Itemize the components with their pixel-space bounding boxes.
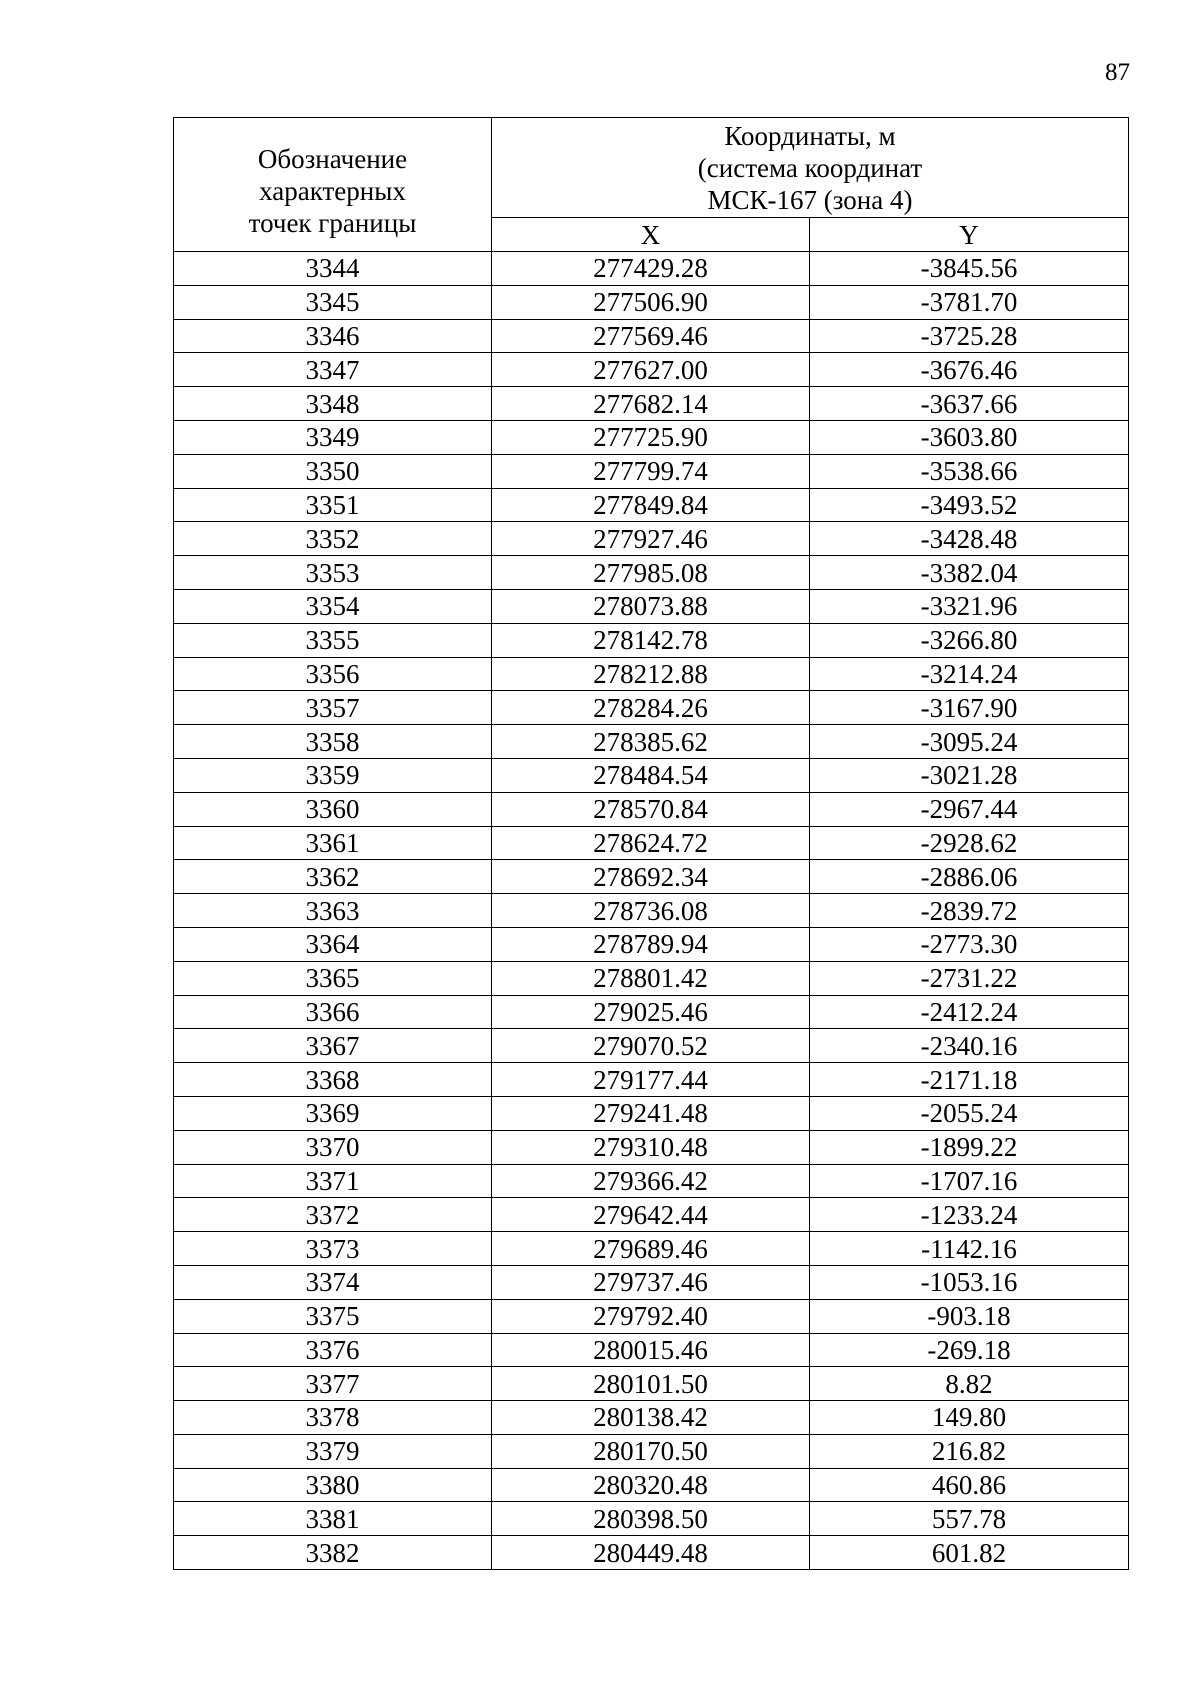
cell-y: -903.18	[810, 1299, 1129, 1333]
cell-x: 277849.84	[492, 488, 810, 522]
cell-x: 278570.84	[492, 792, 810, 826]
cell-point: 3350	[174, 454, 492, 488]
cell-y: 557.78	[810, 1502, 1129, 1536]
cell-x: 280015.46	[492, 1333, 810, 1367]
cell-y: -3538.66	[810, 454, 1129, 488]
cell-point: 3374	[174, 1265, 492, 1299]
table-body	[174, 252, 1129, 1570]
table-row	[174, 319, 1129, 353]
table-row	[174, 1130, 1129, 1164]
table-row	[174, 1468, 1129, 1502]
table-row	[174, 961, 1129, 995]
cell-y: -2055.24	[810, 1096, 1129, 1130]
cell-y: 216.82	[810, 1434, 1129, 1468]
cell-point: 3359	[174, 758, 492, 792]
cell-x: 278385.62	[492, 725, 810, 759]
cell-point: 3344	[174, 252, 492, 286]
table-row	[174, 1401, 1129, 1435]
cell-y: -2839.72	[810, 894, 1129, 928]
cell-x: 279642.44	[492, 1198, 810, 1232]
cell-x: 277985.08	[492, 556, 810, 590]
cell-y: 8.82	[810, 1367, 1129, 1401]
cell-point: 3373	[174, 1232, 492, 1266]
cell-y: -3021.28	[810, 758, 1129, 792]
cell-point: 3372	[174, 1198, 492, 1232]
header-row-top	[174, 118, 1129, 218]
cell-y: -3266.80	[810, 623, 1129, 657]
cell-point: 3370	[174, 1130, 492, 1164]
table-row	[174, 623, 1129, 657]
table-row	[174, 1502, 1129, 1536]
cell-point: 3369	[174, 1096, 492, 1130]
cell-x: 277627.00	[492, 353, 810, 387]
cell-y: -1053.16	[810, 1265, 1129, 1299]
table-row	[174, 589, 1129, 623]
cell-x: 280320.48	[492, 1468, 810, 1502]
cell-point: 3377	[174, 1367, 492, 1401]
cell-y: -3781.70	[810, 285, 1129, 319]
cell-point: 3353	[174, 556, 492, 590]
cell-y: -2731.22	[810, 961, 1129, 995]
cell-y: -2967.44	[810, 792, 1129, 826]
cell-y: -2412.24	[810, 995, 1129, 1029]
cell-x: 279177.44	[492, 1063, 810, 1097]
cell-point: 3356	[174, 657, 492, 691]
cell-x: 278073.88	[492, 589, 810, 623]
table-row	[174, 758, 1129, 792]
cell-point: 3355	[174, 623, 492, 657]
cell-y: -2886.06	[810, 860, 1129, 894]
cell-point: 3376	[174, 1333, 492, 1367]
cell-point: 3347	[174, 353, 492, 387]
cell-y: 601.82	[810, 1536, 1129, 1570]
cell-y: -3321.96	[810, 589, 1129, 623]
table-row	[174, 826, 1129, 860]
cell-y: -3428.48	[810, 522, 1129, 556]
header-point-designation	[174, 118, 492, 252]
cell-x: 278212.88	[492, 657, 810, 691]
header-y: Y	[810, 218, 1129, 252]
cell-point: 3346	[174, 319, 492, 353]
table-row	[174, 285, 1129, 319]
cell-y: -1142.16	[810, 1232, 1129, 1266]
cell-x: 278789.94	[492, 927, 810, 961]
cell-point: 3378	[174, 1401, 492, 1435]
cell-y: -1233.24	[810, 1198, 1129, 1232]
header-x: X	[492, 218, 810, 252]
header-point-line-3: точек границы	[248, 207, 417, 238]
cell-point: 3380	[174, 1468, 492, 1502]
cell-y: -2928.62	[810, 826, 1129, 860]
cell-y: -3637.66	[810, 387, 1129, 421]
header-coords-line-1: Координаты, м	[724, 120, 896, 151]
cell-x: 279737.46	[492, 1265, 810, 1299]
cell-x: 277506.90	[492, 285, 810, 319]
table-row	[174, 353, 1129, 387]
table-row	[174, 894, 1129, 928]
cell-x: 278692.34	[492, 860, 810, 894]
cell-x: 277429.28	[492, 252, 810, 286]
header-point-line-1: Обозначение	[257, 143, 408, 174]
cell-y: -3214.24	[810, 657, 1129, 691]
cell-x: 280101.50	[492, 1367, 810, 1401]
cell-x: 278624.72	[492, 826, 810, 860]
cell-x: 277682.14	[492, 387, 810, 421]
table-row	[174, 995, 1129, 1029]
cell-y: -1707.16	[810, 1164, 1129, 1198]
cell-point: 3351	[174, 488, 492, 522]
cell-point: 3363	[174, 894, 492, 928]
cell-point: 3368	[174, 1063, 492, 1097]
table-row	[174, 1299, 1129, 1333]
cell-point: 3349	[174, 420, 492, 454]
cell-y: -3167.90	[810, 691, 1129, 725]
cell-point: 3352	[174, 522, 492, 556]
page-number: 87	[1105, 59, 1130, 86]
header-point-line-2: характерных	[259, 175, 406, 206]
cell-point: 3354	[174, 589, 492, 623]
table-row	[174, 691, 1129, 725]
cell-x: 279310.48	[492, 1130, 810, 1164]
cell-point: 3345	[174, 285, 492, 319]
table-row	[174, 1367, 1129, 1401]
cell-x: 279366.42	[492, 1164, 810, 1198]
cell-x: 277927.46	[492, 522, 810, 556]
table-row	[174, 1063, 1129, 1097]
cell-point: 3358	[174, 725, 492, 759]
cell-x: 279070.52	[492, 1029, 810, 1063]
table-row	[174, 657, 1129, 691]
table-header	[174, 118, 1129, 252]
cell-point: 3357	[174, 691, 492, 725]
cell-x: 280138.42	[492, 1401, 810, 1435]
header-coords-line-3: МСК-167 (зона 4)	[707, 184, 913, 215]
table-row	[174, 387, 1129, 421]
header-coords-line-2: (система координат	[697, 152, 923, 183]
cell-x: 278284.26	[492, 691, 810, 725]
table-row	[174, 556, 1129, 590]
table-row	[174, 522, 1129, 556]
cell-y: 149.80	[810, 1401, 1129, 1435]
table-row	[174, 927, 1129, 961]
table-row	[174, 1198, 1129, 1232]
cell-point: 3365	[174, 961, 492, 995]
cell-x: 280398.50	[492, 1502, 810, 1536]
cell-point: 3367	[174, 1029, 492, 1063]
cell-point: 3379	[174, 1434, 492, 1468]
table-row	[174, 792, 1129, 826]
cell-x: 278801.42	[492, 961, 810, 995]
table-row	[174, 1029, 1129, 1063]
cell-y: -2340.16	[810, 1029, 1129, 1063]
table-row	[174, 420, 1129, 454]
table-row	[174, 1434, 1129, 1468]
table-row	[174, 1333, 1129, 1367]
table-row	[174, 1232, 1129, 1266]
cell-point: 3366	[174, 995, 492, 1029]
cell-y: 460.86	[810, 1468, 1129, 1502]
table-row	[174, 488, 1129, 522]
cell-x: 277725.90	[492, 420, 810, 454]
cell-point: 3382	[174, 1536, 492, 1570]
table-row	[174, 1265, 1129, 1299]
cell-y: -3095.24	[810, 725, 1129, 759]
cell-x: 279792.40	[492, 1299, 810, 1333]
cell-point: 3364	[174, 927, 492, 961]
cell-point: 3361	[174, 826, 492, 860]
cell-x: 277799.74	[492, 454, 810, 488]
cell-x: 279025.46	[492, 995, 810, 1029]
cell-y: -2773.30	[810, 927, 1129, 961]
table-row	[174, 1536, 1129, 1570]
cell-y: -269.18	[810, 1333, 1129, 1367]
cell-y: -3845.56	[810, 252, 1129, 286]
cell-point: 3371	[174, 1164, 492, 1198]
cell-y: -3725.28	[810, 319, 1129, 353]
table-row	[174, 1096, 1129, 1130]
cell-y: -3493.52	[810, 488, 1129, 522]
header-coordinates	[492, 118, 1129, 218]
cell-x: 278484.54	[492, 758, 810, 792]
cell-x: 278142.78	[492, 623, 810, 657]
table-row	[174, 252, 1129, 286]
cell-point: 3348	[174, 387, 492, 421]
table-row	[174, 860, 1129, 894]
cell-point: 3362	[174, 860, 492, 894]
table-row	[174, 725, 1129, 759]
cell-y: -3382.04	[810, 556, 1129, 590]
table-row	[174, 454, 1129, 488]
cell-y: -1899.22	[810, 1130, 1129, 1164]
cell-y: -3603.80	[810, 420, 1129, 454]
cell-point: 3375	[174, 1299, 492, 1333]
cell-x: 278736.08	[492, 894, 810, 928]
coordinates-table	[173, 117, 1129, 1570]
cell-x: 280170.50	[492, 1434, 810, 1468]
cell-point: 3381	[174, 1502, 492, 1536]
cell-x: 279241.48	[492, 1096, 810, 1130]
table-row	[174, 1164, 1129, 1198]
cell-x: 279689.46	[492, 1232, 810, 1266]
cell-x: 280449.48	[492, 1536, 810, 1570]
cell-point: 3360	[174, 792, 492, 826]
cell-y: -3676.46	[810, 353, 1129, 387]
cell-y: -2171.18	[810, 1063, 1129, 1097]
cell-x: 277569.46	[492, 319, 810, 353]
